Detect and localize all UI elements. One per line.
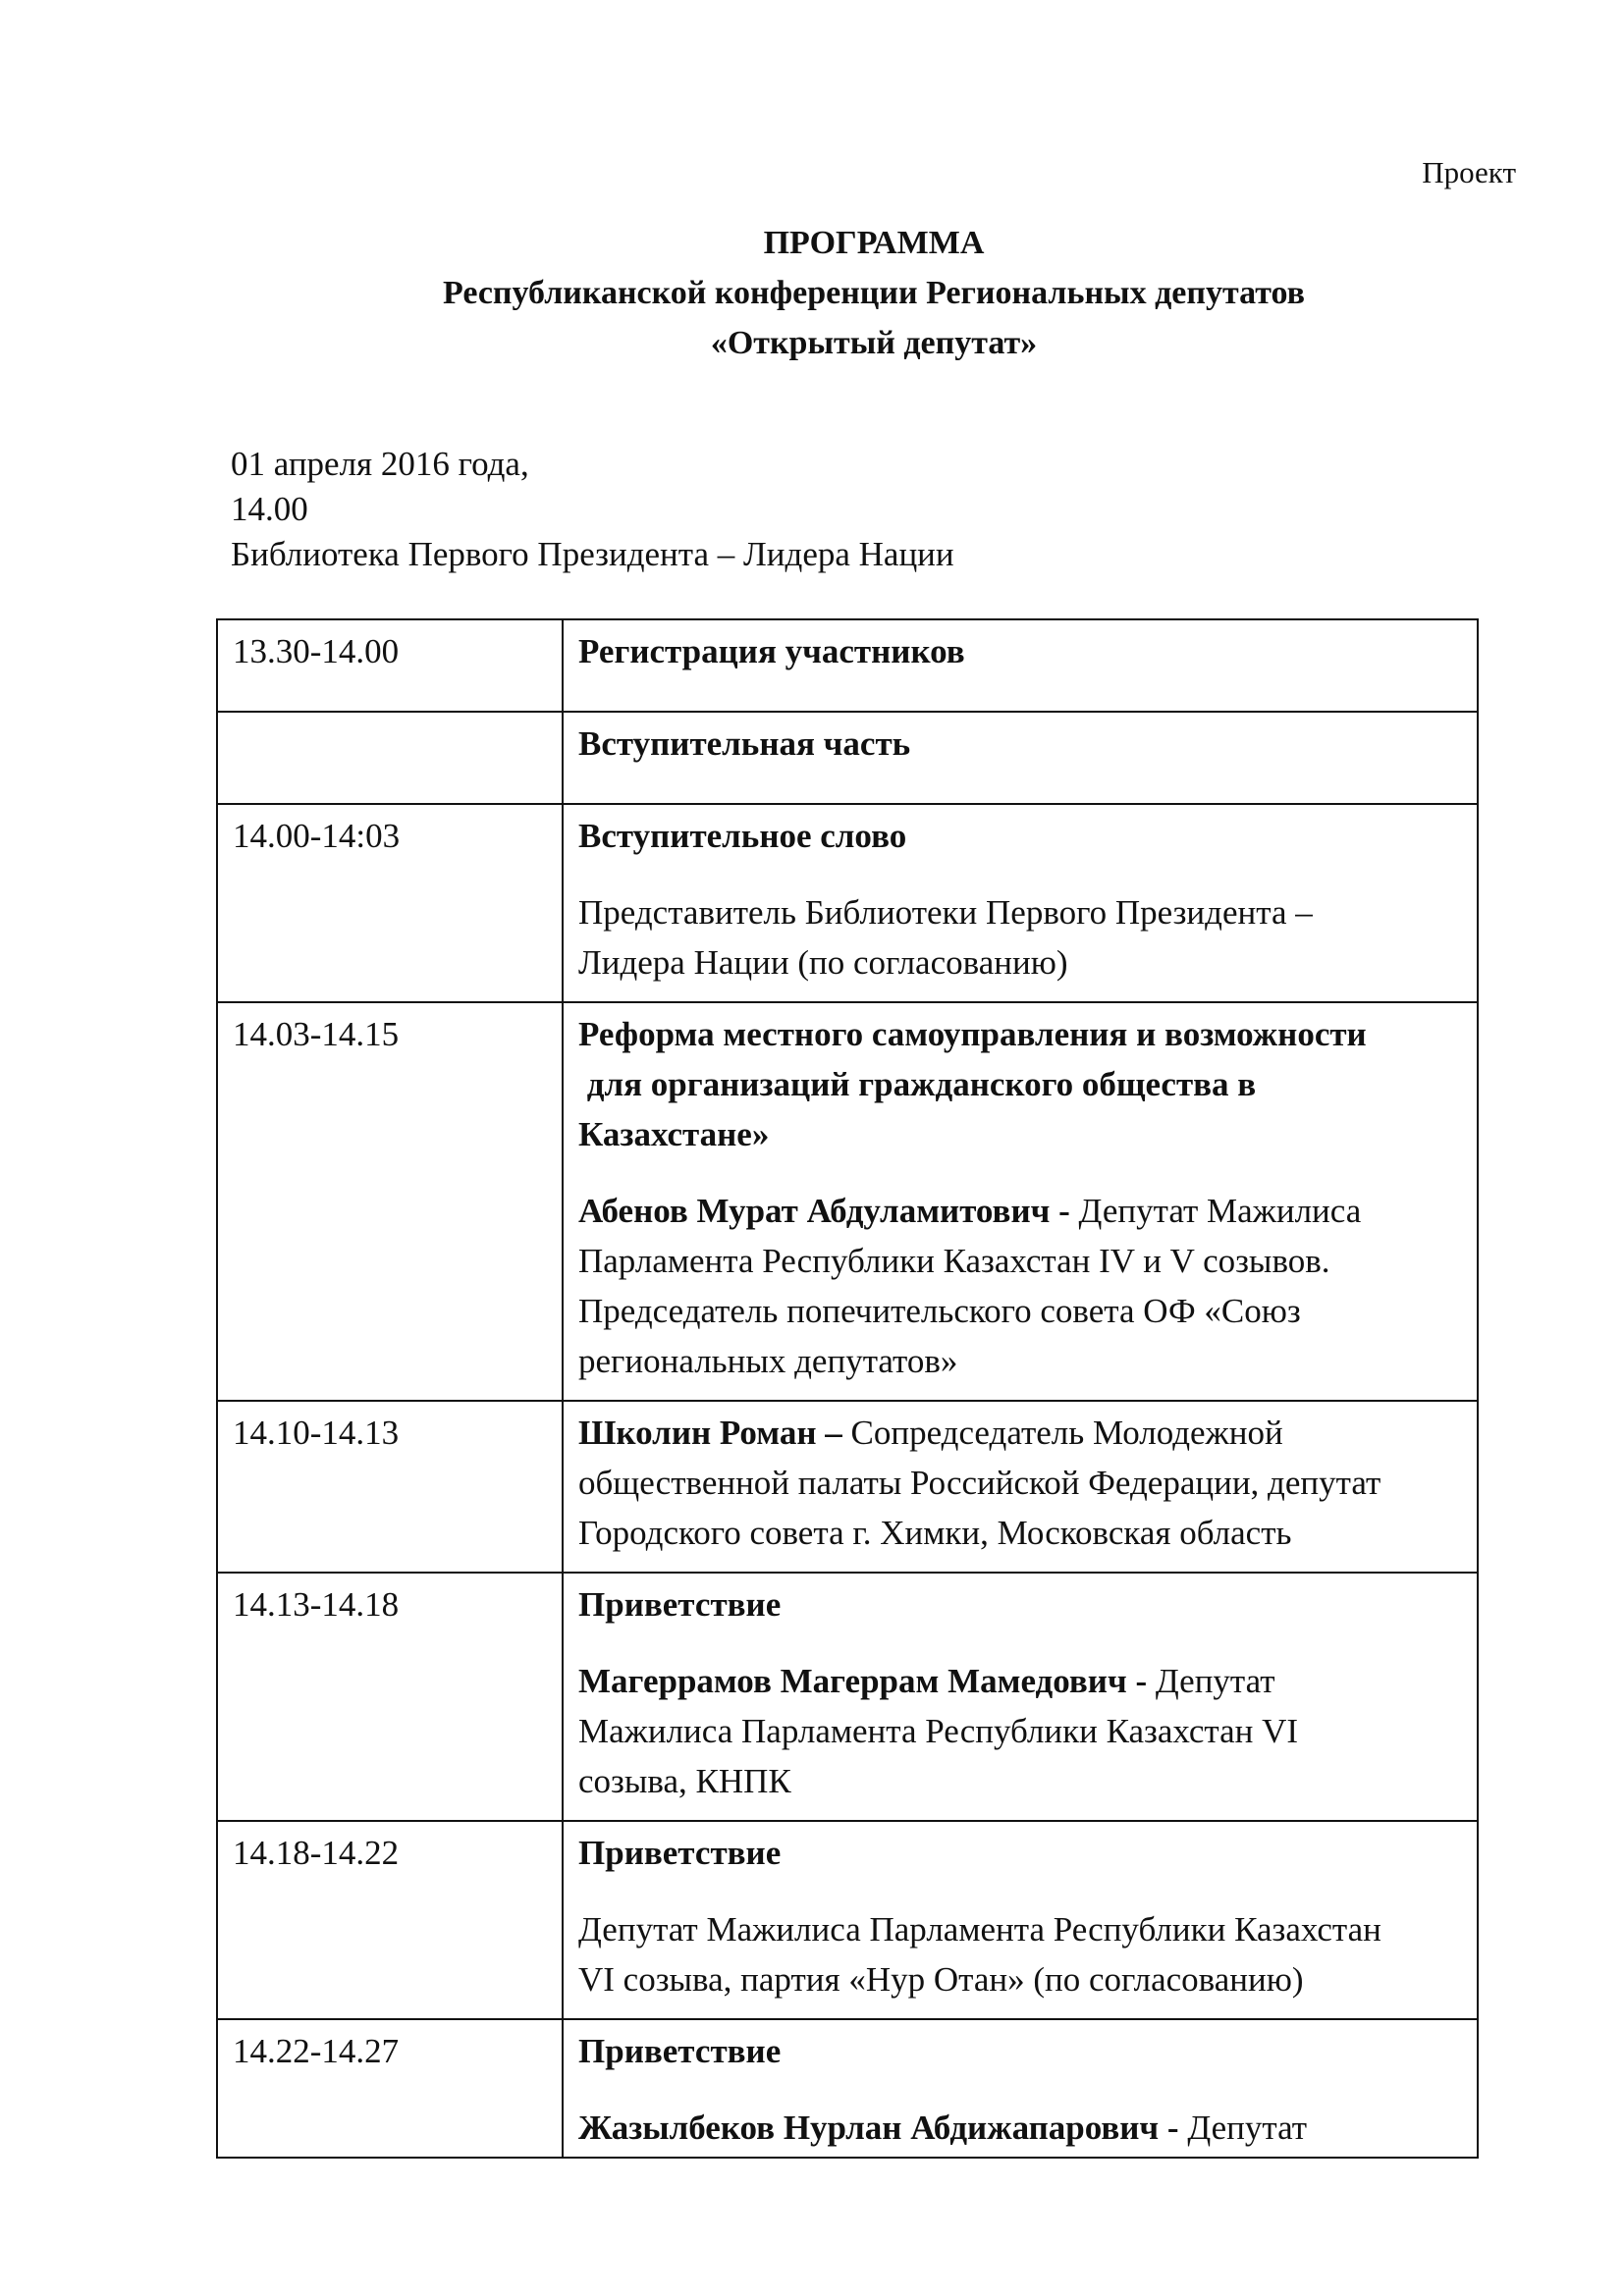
speaker-line [578, 2103, 1469, 2153]
event-date: 01 апреля 2016 года, [231, 445, 529, 483]
item-description [578, 1656, 1469, 1806]
table-row [217, 1573, 1478, 1821]
content-cell [563, 2019, 1478, 2158]
table-row [217, 1002, 1478, 1401]
time-cell: 14.10-14.13 [217, 1401, 563, 1573]
item-description [578, 887, 1469, 988]
time-cell: 14.13-14.18 [217, 1573, 563, 1821]
speaker-name: Жазылбеков Нурлан Абдижапарович - [578, 2109, 1179, 2147]
description-line: VI созыва, партия «Нур Отан» (по согласованию) [578, 1960, 1304, 1999]
content-cell [563, 804, 1478, 1002]
time-cell [217, 712, 563, 804]
time-cell: 14.03-14.15 [217, 1002, 563, 1401]
item-title: Приветствие [578, 2032, 782, 2070]
event-time: 14.00 [231, 490, 308, 528]
item-title: Приветствие [578, 1834, 782, 1872]
table-row [217, 712, 1478, 804]
description-line: Лидера Нации (по согласованию) [578, 943, 1068, 982]
item-title: Регистрация участников [578, 632, 965, 670]
title-line-3: «Открытый депутат» [710, 325, 1038, 361]
table-row [217, 1821, 1478, 2019]
item-title: Вступительная часть [578, 724, 911, 763]
description-line: общественной палаты Российской Федерации, депутат [578, 1464, 1381, 1502]
speaker-name: Магеррамов Магеррам Мамедович - [578, 1662, 1148, 1700]
schedule-table [216, 618, 1479, 2159]
description-line: Депутат Мажилиса Парламента Республики Казахстан [578, 1910, 1381, 1949]
speaker-line [578, 1656, 1469, 1706]
table-row [217, 2019, 1478, 2158]
title-line: Реформа местного самоуправления и возможности [578, 1015, 1367, 1053]
speaker-role: Депутат Мажилиса [1069, 1192, 1362, 1230]
item-description [578, 2103, 1469, 2153]
content-cell [563, 712, 1478, 804]
item-title [578, 1009, 1469, 1159]
description-line: региональных депутатов» [578, 1342, 958, 1380]
item-description [578, 1186, 1469, 1386]
description-line: Мажилиса Парламента Республики Казахстан VI [578, 1712, 1299, 1750]
speaker-line [578, 1408, 1469, 1458]
event-meta [231, 442, 954, 577]
content-cell [563, 1821, 1478, 2019]
item-description [578, 1904, 1469, 2004]
table-row [217, 804, 1478, 1002]
time-cell: 14.00-14:03 [217, 804, 563, 1002]
content-cell [563, 1573, 1478, 1821]
description-line: Городского совета г. Химки, Московская область [578, 1514, 1292, 1552]
item-title: Приветствие [578, 1585, 782, 1624]
title-line: Казахстане» [578, 1115, 770, 1153]
description-line: Председатель попечительского совета ОФ «Союз [578, 1292, 1301, 1330]
draft-label: Проект [1422, 155, 1516, 189]
content-cell [563, 1002, 1478, 1401]
description-line: созыва, КНПК [578, 1762, 791, 1800]
title-line: для организаций гражданского общества в [578, 1065, 1257, 1103]
speaker-line [578, 1186, 1469, 1236]
table-row [217, 619, 1478, 712]
table-row [217, 1401, 1478, 1573]
time-cell: 14.22-14.27 [217, 2019, 563, 2158]
speaker-role: Сопредседатель Молодежной [841, 1414, 1283, 1452]
speaker-role: Депутат [1178, 2109, 1308, 2147]
speaker-name: Абенов Мурат Абдуламитович - [578, 1192, 1070, 1230]
speaker-role: Депутат [1147, 1662, 1275, 1700]
document-title [0, 218, 1624, 368]
time-cell: 13.30-14.00 [217, 619, 563, 712]
item-title: Вступительное слово [578, 817, 907, 855]
item-description [578, 1408, 1469, 1558]
description-line: Парламента Республики Казахстан IV и V созывов. [578, 1242, 1330, 1280]
content-cell [563, 1401, 1478, 1573]
content-cell [563, 619, 1478, 712]
title-line-2: Республиканской конференции Региональных депутатов [443, 275, 1305, 311]
time-cell: 14.18-14.22 [217, 1821, 563, 2019]
title-line-1: ПРОГРАММА [763, 225, 985, 261]
speaker-name: Школин Роман – [578, 1414, 842, 1452]
description-line: Представитель Библиотеки Первого Президента – [578, 893, 1313, 932]
event-venue: Библиотека Первого Президента – Лидера Нации [231, 535, 954, 573]
